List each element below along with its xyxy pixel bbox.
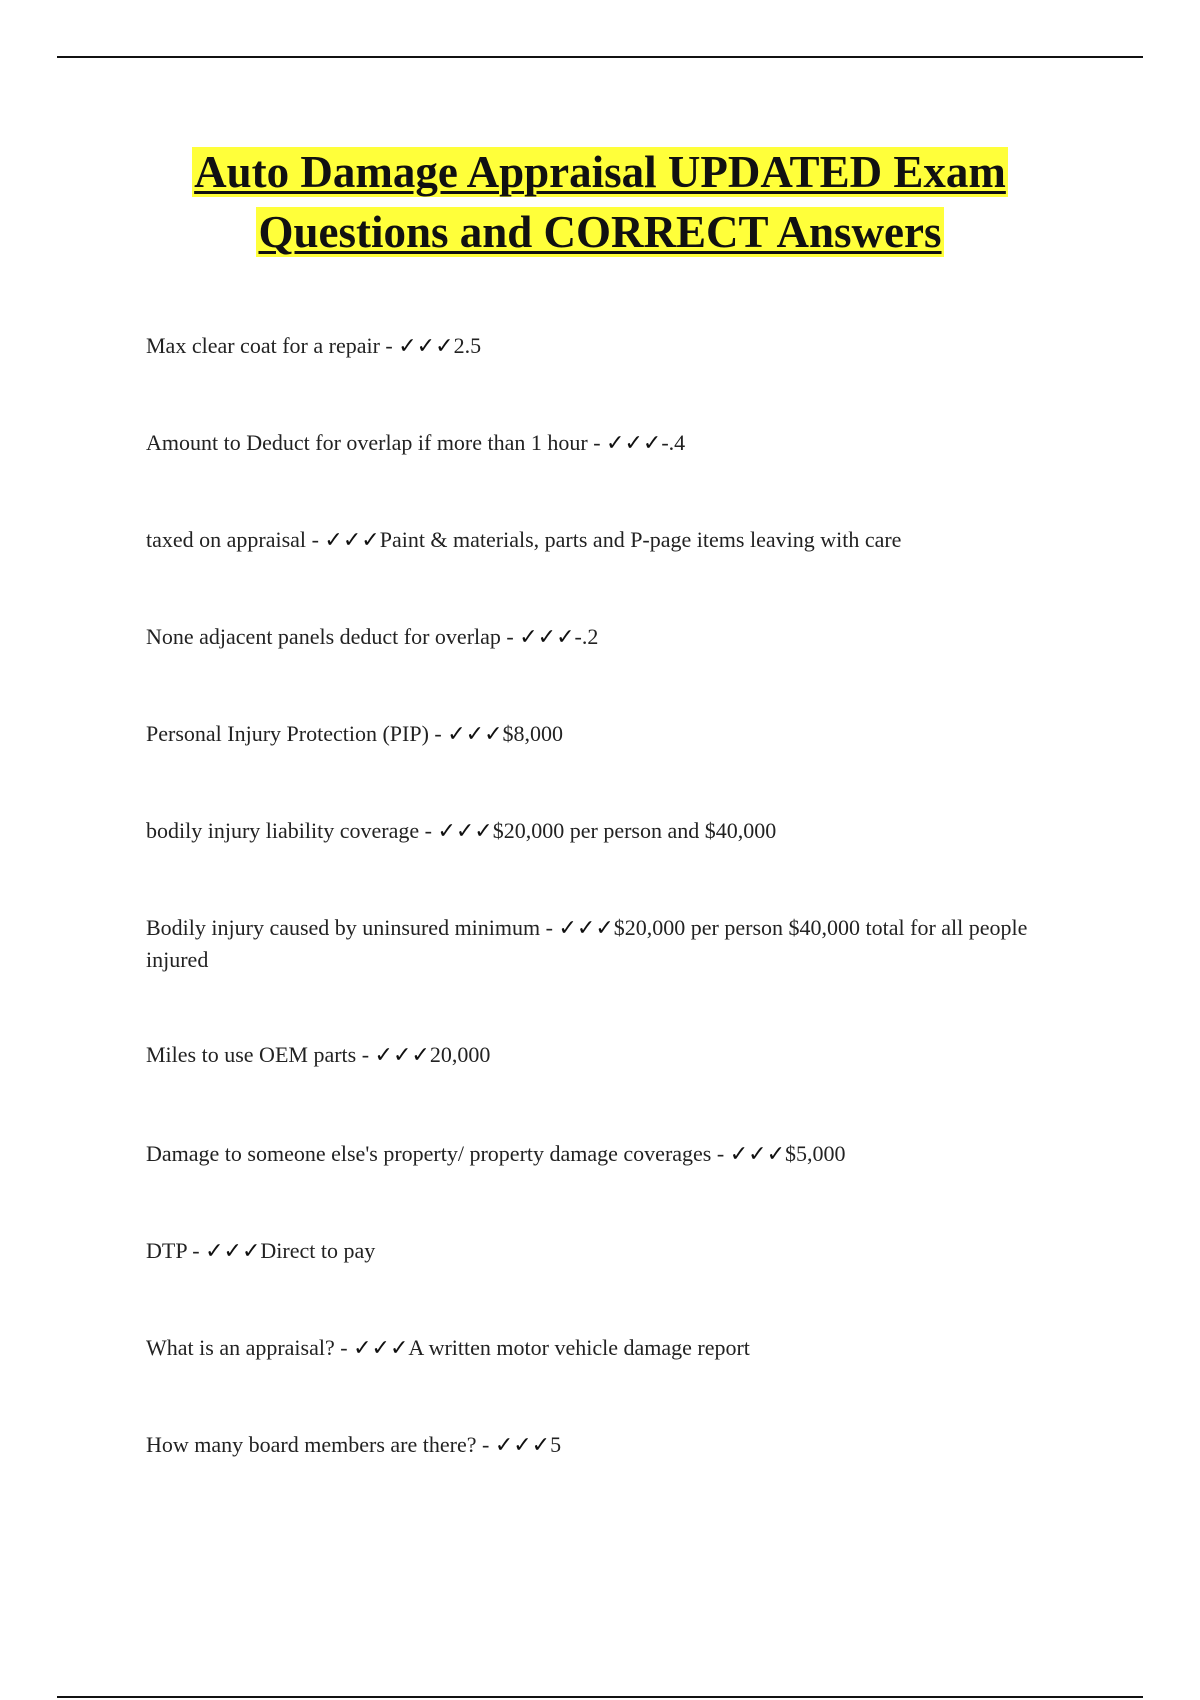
answer-text: -.4 [661,430,686,455]
check-marks-icon: ✓✓✓ [519,624,575,649]
qa-item-uninsured-minimum [146,912,1056,976]
answer-text: -.2 [574,624,599,649]
answer-text: Paint & materials, parts and P-page items leaving with care [379,527,902,552]
qa-item-pip [146,718,1056,750]
check-marks-icon: ✓✓✓ [353,1335,409,1360]
question-text: Damage to someone else's property/ property damage coverages [146,1141,712,1166]
separator: - [419,818,438,843]
check-marks-icon: ✓✓✓ [437,818,493,843]
qa-item-taxed-on-appraisal [146,524,1056,556]
answer-text: $5,000 [785,1141,846,1166]
separator: - [476,1432,495,1457]
answer-text: $20,000 per person and $40,000 [492,818,777,843]
separator: - [540,915,559,940]
question-text: Miles to use OEM parts [146,1042,357,1067]
answer-text: 20,000 [429,1042,491,1067]
answer-text: 5 [550,1432,562,1457]
check-marks-icon: ✓✓✓ [729,1141,786,1166]
question-text: What is an appraisal? [146,1335,335,1360]
question-text: DTP [146,1238,187,1263]
question-text: Max clear coat for a repair [146,333,380,358]
separator: - [428,721,448,746]
qa-item-overlap-deduct [146,427,1056,459]
check-marks-icon: ✓✓✓ [398,333,454,358]
separator: - [500,624,520,649]
answer-text: 2.5 [453,333,482,358]
answer-text: Direct to pay [260,1238,376,1263]
qa-item-dtp [146,1235,1056,1267]
question-text: How many board members are there? [146,1432,477,1457]
check-marks-icon: ✓✓✓ [558,915,614,940]
question-text: None adjacent panels deduct for overlap [146,624,501,649]
answer-text: $8,000 [502,721,564,746]
qa-item-what-is-appraisal [146,1332,1056,1364]
separator: - [186,1238,206,1263]
separator: - [356,1042,375,1067]
answer-text: A written motor vehicle damage report [408,1335,750,1360]
question-text: Bodily injury caused by uninsured minimum [146,915,541,940]
question-text: bodily injury liability coverage [146,818,420,843]
qa-item-nonadjacent-panels [146,621,1056,653]
separator: - [306,527,325,552]
bottom-rule [57,1696,1143,1698]
qa-item-board-members [146,1429,1056,1461]
qa-item-max-clear-coat [146,330,1056,362]
answer-text: $20,000 per person $40,000 total for all people injured [146,915,1028,972]
separator: - [379,333,399,358]
check-marks-icon: ✓✓✓ [205,1238,261,1263]
question-text: Personal Injury Protection (PIP) [146,721,429,746]
separator: - [587,430,607,455]
title-line-2: Questions and CORRECT Answers [258,207,942,257]
check-marks-icon: ✓✓✓ [324,527,380,552]
check-marks-icon: ✓✓✓ [374,1042,430,1067]
qa-item-oem-parts-miles [146,1039,1056,1071]
question-text: taxed on appraisal [146,527,307,552]
check-marks-icon: ✓✓✓ [606,430,662,455]
separator: - [711,1141,730,1166]
question-text: Amount to Deduct for overlap if more than 1 hour [146,430,588,455]
title-line-1: Auto Damage Appraisal UPDATED Exam [194,147,1006,197]
qa-item-property-damage [146,1138,1056,1170]
check-marks-icon: ✓✓✓ [447,721,503,746]
separator: - [334,1335,354,1360]
qa-item-bodily-injury-liability [146,815,1056,847]
check-marks-icon: ✓✓✓ [494,1432,551,1457]
